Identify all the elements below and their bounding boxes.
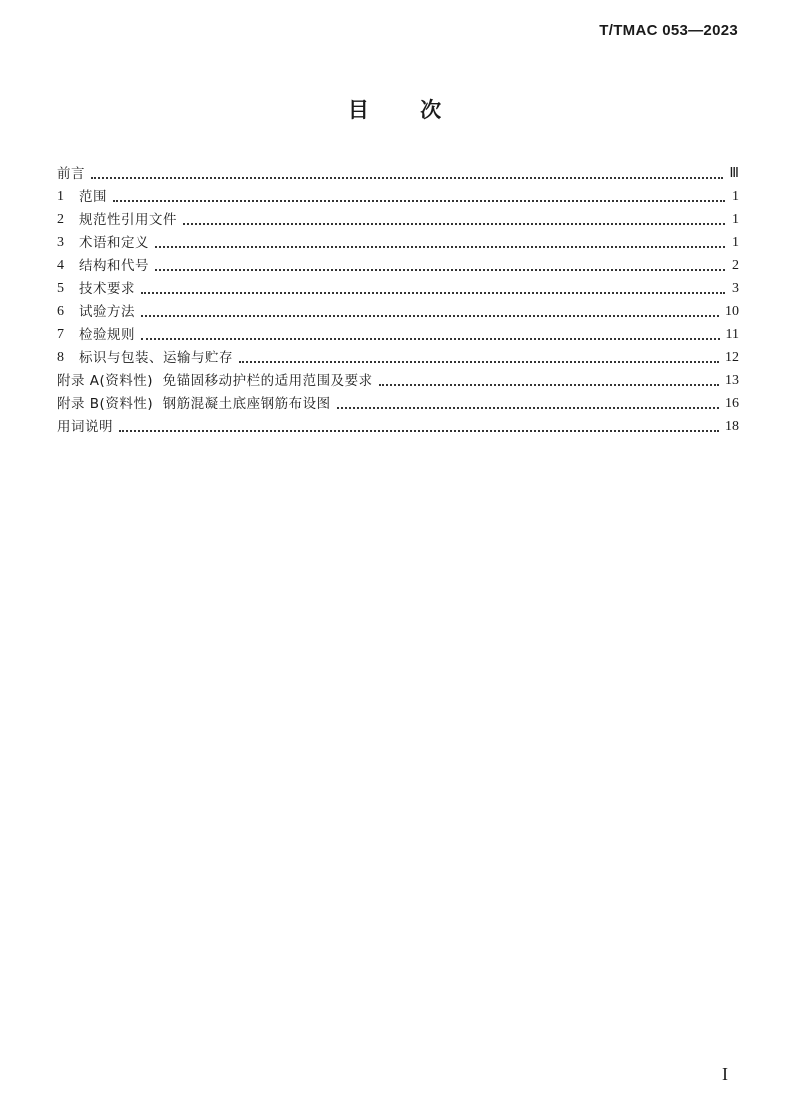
toc-entry-8[interactable] <box>57 344 739 367</box>
toc-entry-label: 范围 <box>79 189 107 205</box>
dot-leader <box>379 384 719 386</box>
toc-entry-label: 结构和代号 <box>79 258 149 274</box>
dot-leader <box>141 315 719 317</box>
toc-entry-appendix-a[interactable] <box>57 367 739 390</box>
dot-leader <box>155 246 725 248</box>
toc-entry-terminology[interactable] <box>57 413 739 436</box>
dot-leader <box>113 200 725 202</box>
page-number: I <box>722 1064 728 1084</box>
dot-leader <box>91 177 723 179</box>
dot-leader <box>119 430 719 432</box>
toc-entry-appendix-b[interactable] <box>57 390 739 413</box>
toc-entry-6[interactable] <box>57 298 739 321</box>
toc-entry-3[interactable] <box>57 229 739 252</box>
toc-entry-label: 技术要求 <box>79 281 135 297</box>
page-title: 目 次 <box>347 98 443 122</box>
toc-entry-label: 检验规则 <box>79 327 135 343</box>
dot-leader <box>141 292 725 294</box>
toc-entry-label: 标识与包装、运输与贮存 <box>79 350 233 366</box>
toc-entry-label: 前言 <box>57 166 85 182</box>
toc-entry-label: 规范性引用文件 <box>79 212 177 228</box>
dot-leader <box>183 223 725 225</box>
toc-entry-label: 附录 B(资料性) 钢筋混凝土底座钢筋布设图 <box>57 396 331 412</box>
toc-entry-foreword[interactable] <box>57 160 739 183</box>
toc-entry-page: 10 <box>725 304 739 319</box>
toc-entry-page: 2 <box>732 258 739 273</box>
dot-leader <box>141 338 720 340</box>
toc-entry-number: 8 <box>57 350 64 365</box>
document-code: T/TMAC 053—2023 <box>599 22 738 39</box>
toc-entry-page: 3 <box>732 281 739 296</box>
toc-entry-label: 附录 A(资料性) 免锚固移动护栏的适用范围及要求 <box>57 373 373 389</box>
toc-entry-2[interactable] <box>57 206 739 229</box>
toc-entry-label: 试验方法 <box>79 304 135 320</box>
toc-entry-page: 11 <box>725 327 739 342</box>
toc-entry-7[interactable] <box>57 321 739 344</box>
toc-entry-number: 1 <box>57 189 64 204</box>
toc-entry-page: 13 <box>725 373 739 388</box>
toc-entry-1[interactable] <box>57 183 739 206</box>
table-of-contents <box>57 160 739 436</box>
toc-entry-page: 16 <box>725 396 739 411</box>
toc-entry-number: 6 <box>57 304 64 319</box>
toc-entry-page: 18 <box>725 419 739 434</box>
toc-entry-5[interactable] <box>57 275 739 298</box>
toc-entry-number: 4 <box>57 258 64 273</box>
toc-entry-number: 3 <box>57 235 64 250</box>
toc-entry-4[interactable] <box>57 252 739 275</box>
toc-entry-page: 1 <box>732 212 739 227</box>
dot-leader <box>239 361 719 363</box>
dot-leader <box>337 407 719 409</box>
toc-entry-label: 用词说明 <box>57 419 113 435</box>
toc-entry-page: 1 <box>732 235 739 250</box>
toc-entry-number: 2 <box>57 212 64 227</box>
toc-entry-page: 1 <box>732 189 739 204</box>
toc-entry-number: 7 <box>57 327 64 342</box>
toc-entry-label: 术语和定义 <box>79 235 149 251</box>
toc-entry-number: 5 <box>57 281 64 296</box>
toc-entry-page: Ⅲ <box>729 166 739 181</box>
toc-entry-page: 12 <box>725 350 739 365</box>
dot-leader <box>155 269 725 271</box>
